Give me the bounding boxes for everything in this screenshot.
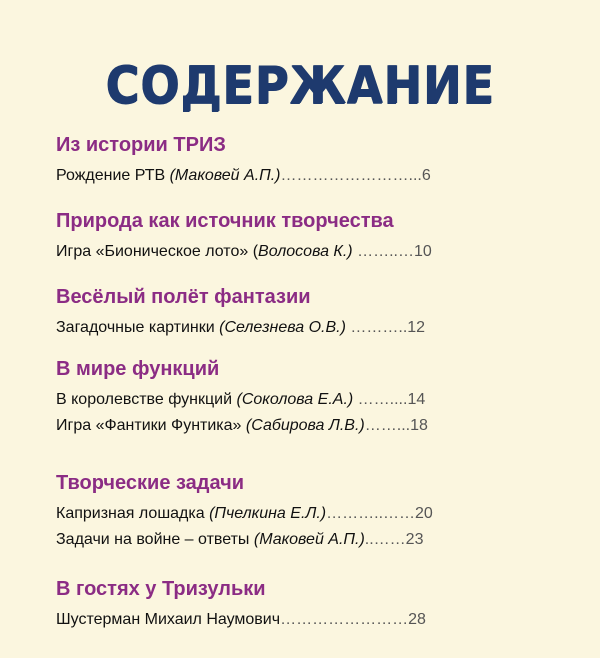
toc-entry bbox=[56, 163, 556, 189]
toc-entry bbox=[56, 607, 556, 633]
page-title: СОДЕРЖАНИЕ bbox=[105, 54, 495, 116]
entry-title: Задачи на войне – ответы bbox=[56, 531, 254, 548]
entry-leader: …………………… bbox=[280, 611, 409, 628]
toc-entry bbox=[56, 413, 556, 439]
toc-entry bbox=[56, 239, 556, 265]
section-title: В мире функций bbox=[56, 358, 220, 380]
toc-section bbox=[56, 209, 556, 265]
entry-leader: ……….. bbox=[345, 319, 408, 336]
entry-title: Шустерман Михаил Наумович bbox=[56, 611, 281, 628]
entry-page: 28 bbox=[408, 611, 426, 628]
entry-page: 14 bbox=[407, 391, 426, 408]
entry-author: (Маковей А.П.) bbox=[253, 531, 365, 548]
entry-leader: …………………….. bbox=[280, 167, 418, 184]
entry-leader: ……..… bbox=[352, 243, 414, 260]
entry-author: (Селезнева О.В.) bbox=[219, 319, 346, 336]
toc-section bbox=[56, 577, 556, 633]
entry-author: (Пчелкина Е.Л.) bbox=[209, 505, 327, 522]
toc-section bbox=[56, 471, 556, 553]
entry-title: Загадочные картинки bbox=[56, 319, 220, 336]
entry-page: 23 bbox=[405, 531, 424, 548]
entry-leader: …….... bbox=[353, 391, 408, 408]
entry-leader: ………..…… bbox=[326, 505, 416, 522]
toc-section bbox=[56, 133, 556, 189]
entry-author: (Сабирова Л.В.) bbox=[245, 417, 365, 434]
entry-author: Волосова К.) bbox=[258, 243, 353, 260]
entry-title: Игра «Фантики Фунтика» bbox=[56, 417, 246, 434]
section-title: В гостях у Тризульки bbox=[56, 578, 266, 600]
toc-entry bbox=[56, 527, 556, 553]
entry-page: 12 bbox=[407, 319, 426, 336]
toc-section bbox=[56, 285, 556, 341]
entry-author: (Маковей А.П.) bbox=[169, 167, 281, 184]
toc-section bbox=[56, 357, 556, 439]
entry-page: 10 bbox=[413, 243, 432, 260]
entry-page: .6 bbox=[417, 167, 431, 184]
entry-leader: ……... bbox=[364, 417, 411, 434]
section-title: Природа как источник творчества bbox=[56, 210, 394, 232]
entry-page: 18 bbox=[410, 417, 428, 434]
entry-page: 20 bbox=[415, 505, 433, 522]
entry-title: Игра «Бионическое лото» ( bbox=[56, 243, 259, 260]
toc-entry bbox=[56, 315, 556, 341]
section-title: Из истории ТРИЗ bbox=[56, 134, 226, 156]
section-title: Творческие задачи bbox=[56, 472, 245, 494]
entry-title: Рождение РТВ bbox=[56, 167, 170, 184]
entry-title: Капризная лошадка bbox=[56, 505, 210, 522]
entry-title: В королевстве функций bbox=[56, 391, 237, 408]
toc-entry bbox=[56, 387, 556, 413]
entry-leader: ..…… bbox=[364, 531, 406, 548]
entry-author: (Соколова Е.А.) bbox=[236, 391, 354, 408]
section-title: Весёлый полёт фантазии bbox=[56, 286, 311, 308]
toc-entry bbox=[56, 501, 556, 527]
